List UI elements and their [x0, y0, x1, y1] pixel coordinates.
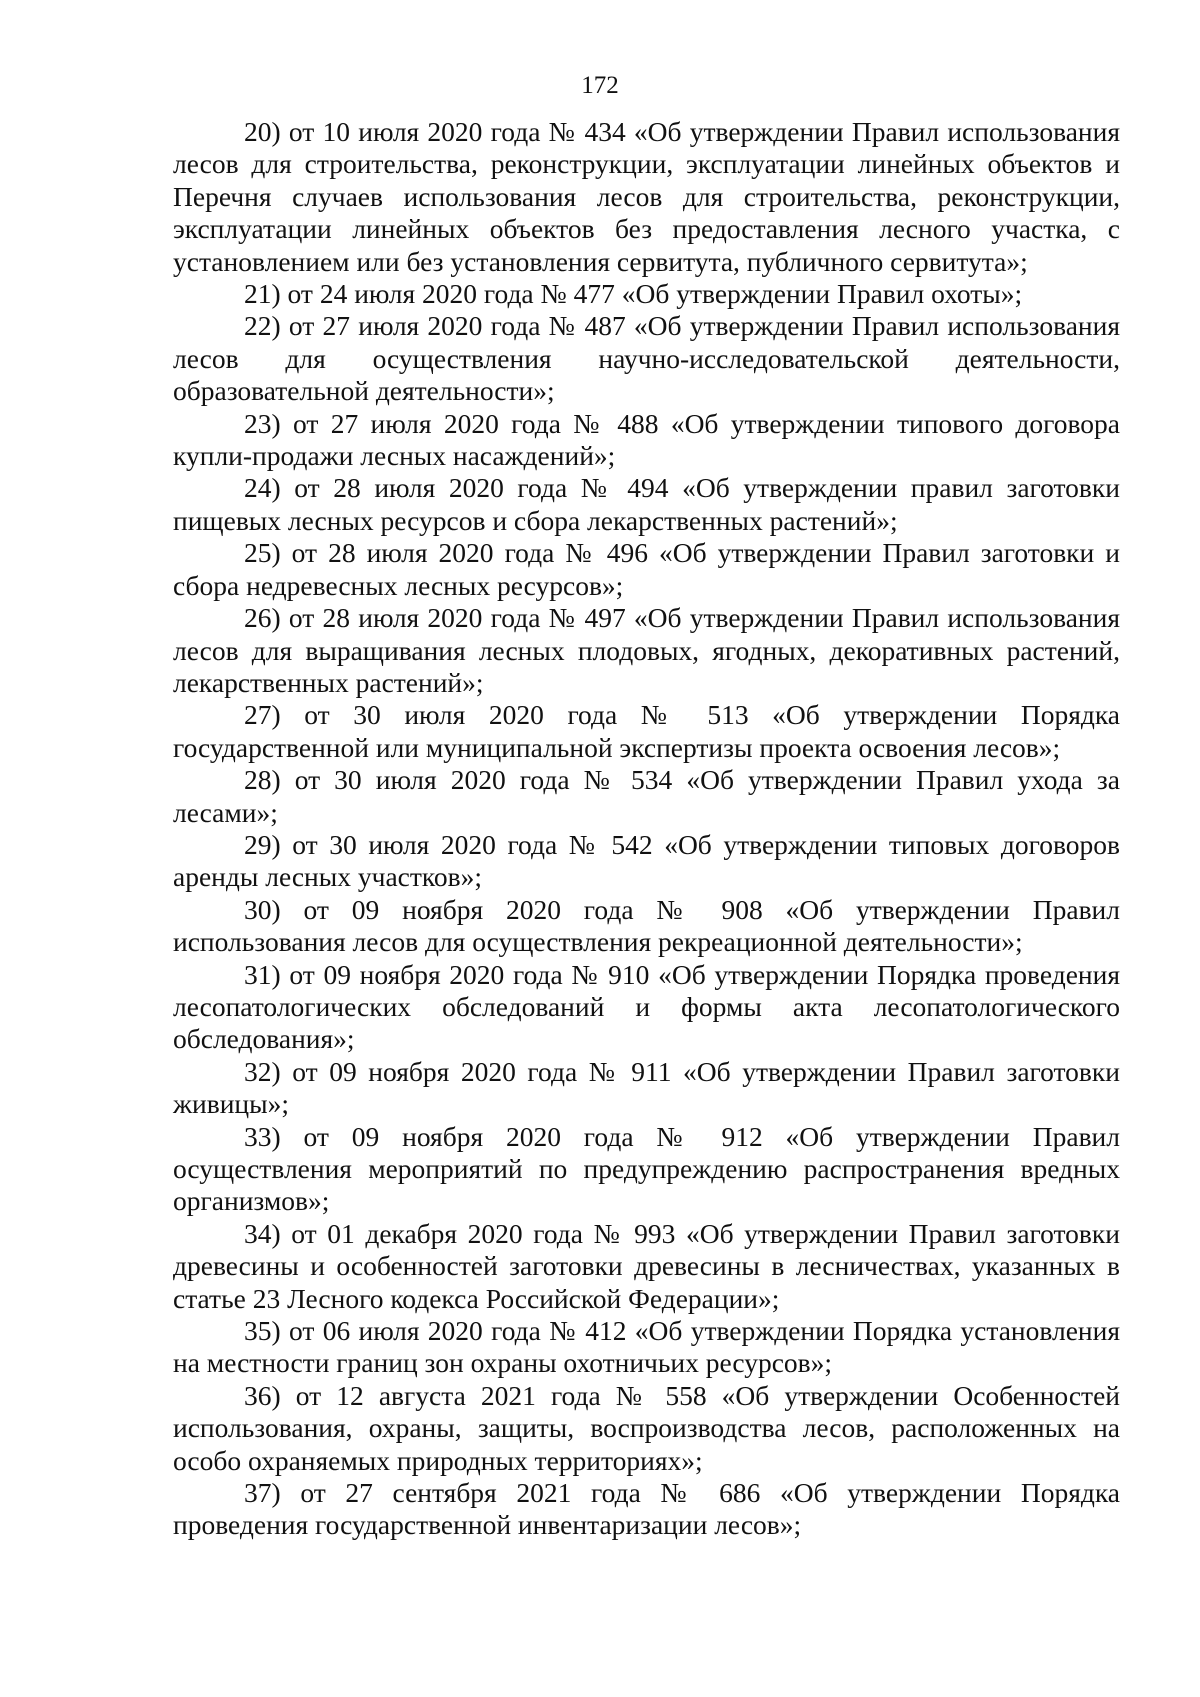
list-item: 25) от 28 июля 2020 года № 496 «Об утверждении Правил заготовки и сбора недревесных лесных ресурсов»; [173, 537, 1120, 601]
list-item: 32) от 09 ноября 2020 года № 911 «Об утверждении Правил заготовки живицы»; [173, 1055, 1120, 1120]
list-item: 22) от 27 июля 2020 года № 487 «Об утверждении Правил использования лесов для осуществления научно-исследовательской деятельности, образовательной деятельности»; [173, 310, 1120, 407]
list-item: 28) от 30 июля 2020 года № 534 «Об утверждении Правил ухода за лесами»; [173, 764, 1120, 828]
list-item: 37) от 27 сентября 2021 года № 686 «Об утверждении Порядка проведения государственной инвентаризации лесов»; [173, 1477, 1120, 1541]
list-item: 34) от 01 декабря 2020 года № 993 «Об утверждении Правил заготовки древесины и особенностей заготовки древесины в лесничествах, указанных в статье 23 Лесного кодекса Российской Федерации»; [173, 1217, 1120, 1314]
document-body [173, 116, 1120, 1542]
list-item: 26) от 28 июля 2020 года № 497 «Об утверждении Правил использования лесов для выращивания лесных плодовых, ягодных, декоративных растений, лекарственных растений»; [173, 602, 1120, 698]
list-item: 30) от 09 ноября 2020 года № 908 «Об утверждении Правил использования лесов для осуществления рекреационной деятельности»; [173, 893, 1120, 958]
list-item: 36) от 12 августа 2021 года № 558 «Об утверждении Особенностей использования, охраны, защиты, воспроизводства лесов, расположенных на особо охраняемых природных территориях»; [173, 1379, 1120, 1476]
list-item: 31) от 09 ноября 2020 года № 910 «Об утверждении Порядка проведения лесопатологических обследований и формы акта лесопатологического обследования»; [173, 958, 1120, 1055]
list-item: 24) от 28 июля 2020 года № 494 «Об утверждении правил заготовки пищевых лесных ресурсов и сбора лекарственных растений»; [173, 472, 1120, 536]
list-item: 23) от 27 июля 2020 года № 488 «Об утверждении типового договора купли-продажи лесных насаждений»; [173, 407, 1120, 472]
list-item: 27) от 30 июля 2020 года № 513 «Об утверждении Порядка государственной или муниципальной экспертизы проекта освоения лесов»; [173, 699, 1120, 763]
list-item: 29) от 30 июля 2020 года № 542 «Об утверждении типовых договоров аренды лесных участков»; [173, 828, 1120, 893]
list-item: 35) от 06 июля 2020 года № 412 «Об утверждении Порядка установления на местности границ зон охраны охотничьих ресурсов»; [173, 1315, 1120, 1379]
list-item: 20) от 10 июля 2020 года № 434 «Об утверждении Правил использования лесов для строительства, реконструкции, эксплуатации линейных объектов и Перечня случаев использования лесов для строительства, реконструкции, эксплуатации линейных объектов без предоставления лесного участка, с установлением или без установления сервитута, публичного сервитута»; [173, 116, 1120, 277]
list-item: 21) от 24 июля 2020 года № 477 «Об утверждении Правил охоты»; [244, 278, 1023, 310]
list-item: 33) от 09 ноября 2020 года № 912 «Об утверждении Правил осуществления мероприятий по предупреждению распространения вредных организмов»; [173, 1120, 1120, 1217]
page-number: 172 [581, 72, 619, 99]
